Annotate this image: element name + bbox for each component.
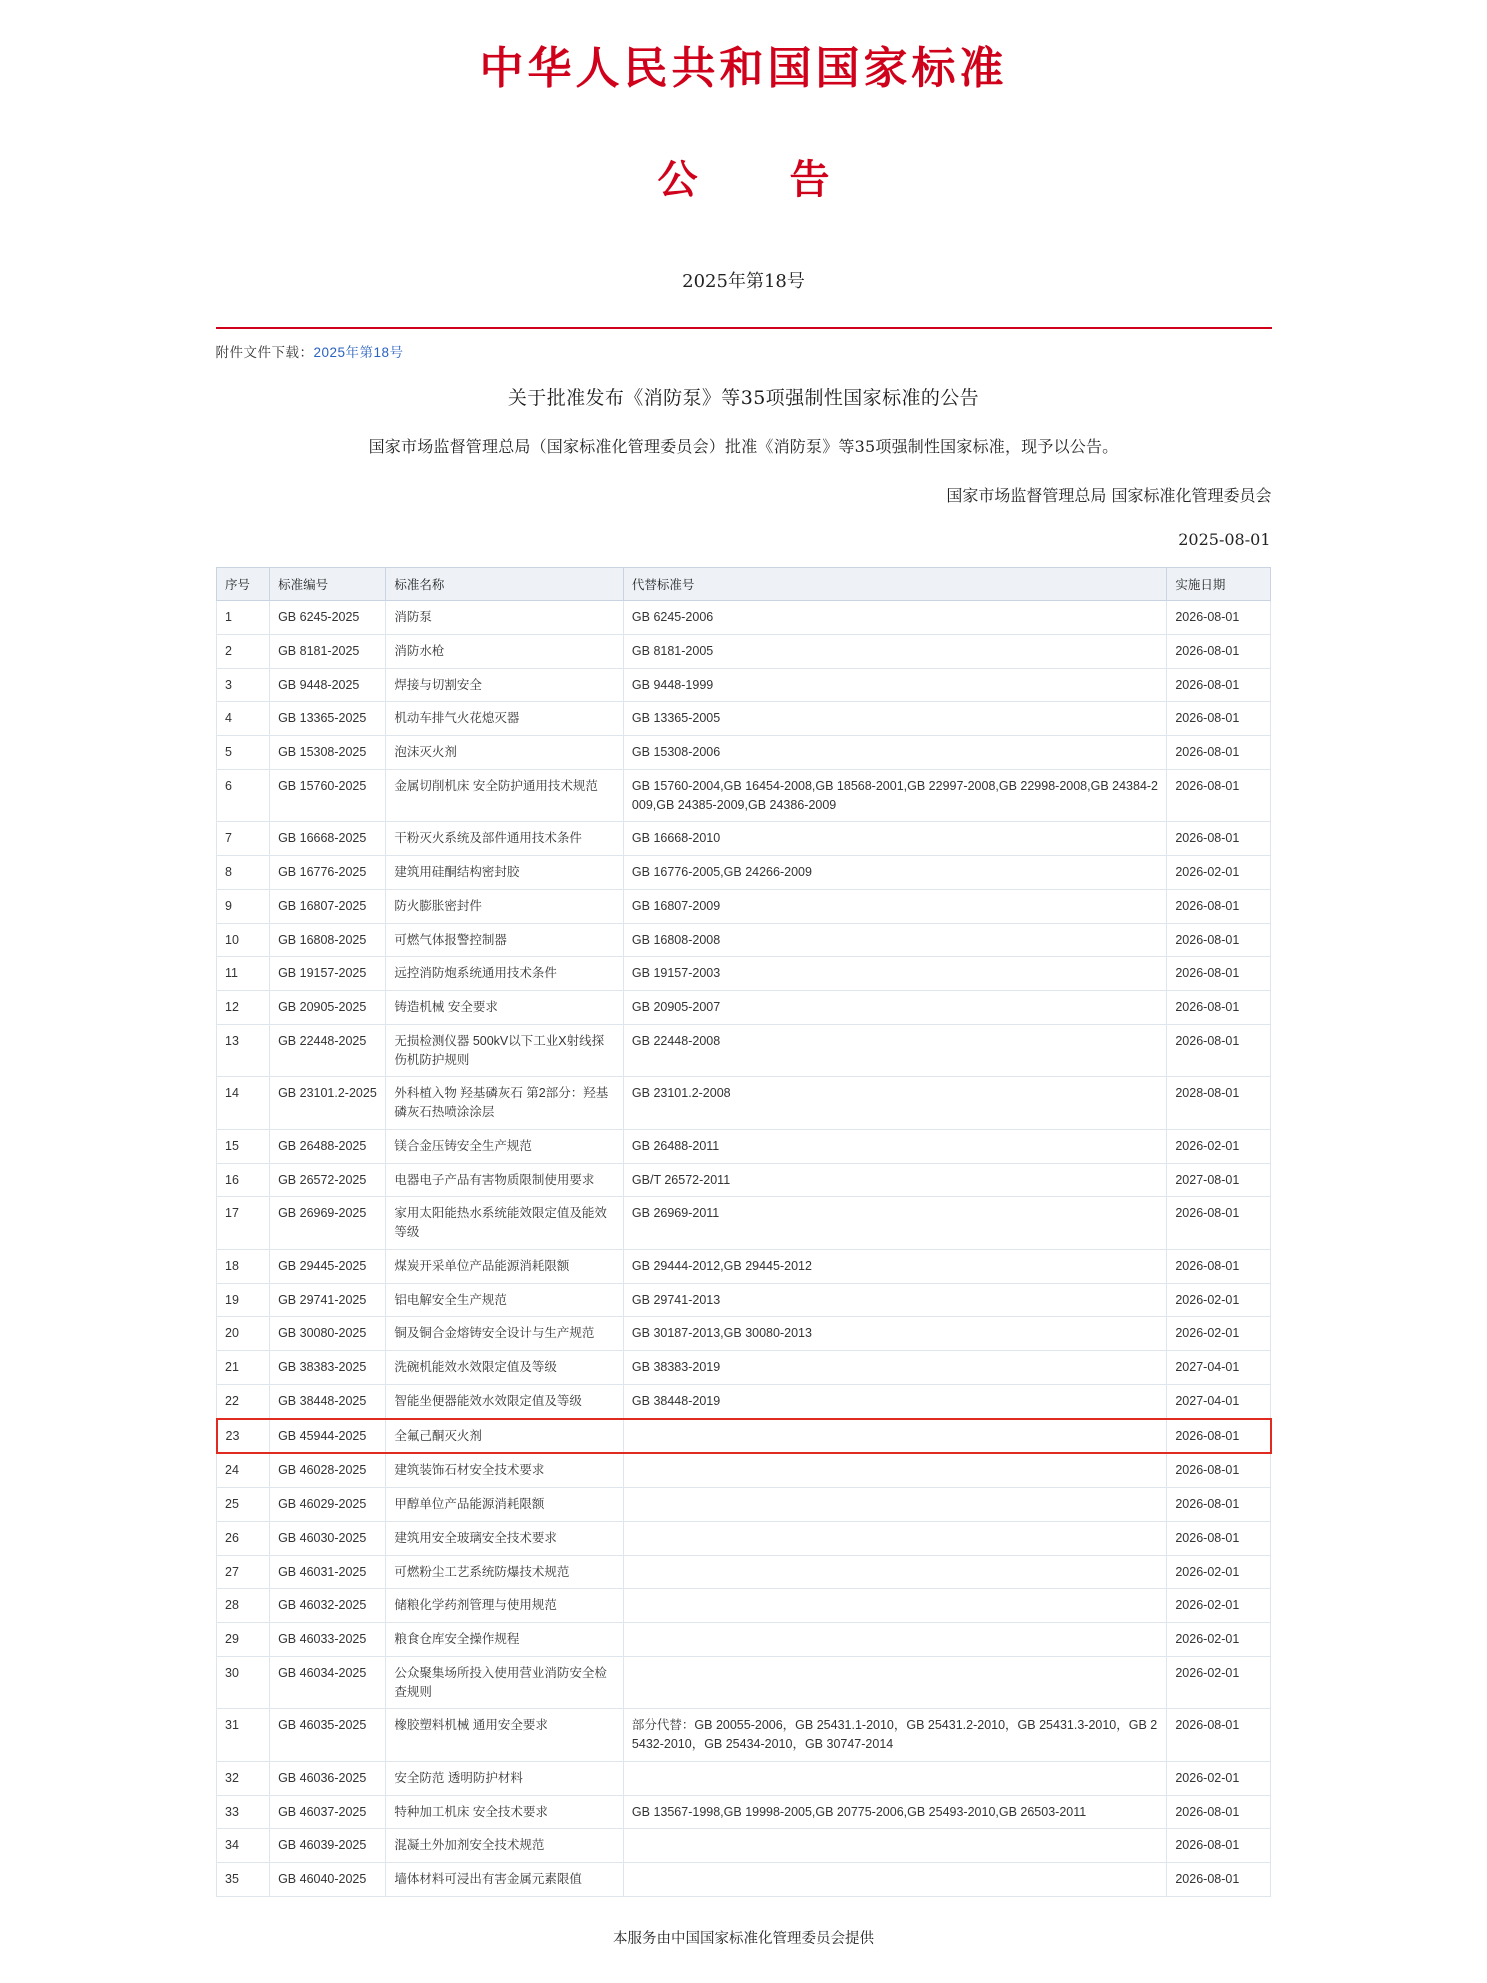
cell-standard-name: 焊接与切割安全	[386, 668, 624, 702]
cell-no: 18	[217, 1249, 270, 1283]
cell-standard-name: 外科植入物 羟基磷灰石 第2部分：羟基磷灰石热喷涂涂层	[386, 1077, 624, 1130]
cell-standard-name: 无损检测仪器 500kV以下工业X射线探伤机防护规则	[386, 1024, 624, 1077]
cell-standard-code: GB 20905-2025	[270, 991, 386, 1025]
cell-replaced-standard	[623, 1419, 1166, 1454]
table-row	[217, 1795, 1271, 1829]
cell-replaced-standard: GB 16808-2008	[623, 923, 1166, 957]
cell-standard-code: GB 46031-2025	[270, 1555, 386, 1589]
cell-replaced-standard	[623, 1829, 1166, 1863]
table-row	[217, 1488, 1271, 1522]
cell-replaced-standard	[623, 1589, 1166, 1623]
cell-effective-date: 2026-02-01	[1167, 1623, 1271, 1657]
cell-no: 13	[217, 1024, 270, 1077]
cell-standard-code: GB 29445-2025	[270, 1249, 386, 1283]
cell-standard-name: 橡胶塑料机械 通用安全要求	[386, 1709, 624, 1762]
cell-standard-name: 洗碗机能效水效限定值及等级	[386, 1351, 624, 1385]
cell-no: 17	[217, 1197, 270, 1250]
table-row	[217, 822, 1271, 856]
cell-standard-name: 粮食仓库安全操作规程	[386, 1623, 624, 1657]
table-row	[217, 856, 1271, 890]
cell-no: 8	[217, 856, 270, 890]
cell-replaced-standard	[623, 1453, 1166, 1487]
cell-standard-code: GB 46037-2025	[270, 1795, 386, 1829]
cell-standard-name: 储粮化学药剂管理与使用规范	[386, 1589, 624, 1623]
footer-note: 本服务由中国国家标准化管理委员会提供	[613, 1930, 874, 1947]
column-header-code: 标准编号	[270, 568, 386, 601]
cell-replaced-standard: GB 16776-2005,GB 24266-2009	[623, 856, 1166, 890]
cell-effective-date: 2026-08-01	[1167, 1829, 1271, 1863]
cell-no: 15	[217, 1129, 270, 1163]
cell-effective-date: 2026-02-01	[1167, 1317, 1271, 1351]
cell-standard-code: GB 46035-2025	[270, 1709, 386, 1762]
cell-standard-name: 混凝土外加剂安全技术规范	[386, 1829, 624, 1863]
cell-effective-date: 2026-08-01	[1167, 668, 1271, 702]
cell-standard-name: 可燃气体报警控制器	[386, 923, 624, 957]
table-row	[217, 1589, 1271, 1623]
table-row	[217, 1129, 1271, 1163]
cell-no: 10	[217, 923, 270, 957]
cell-effective-date: 2026-08-01	[1167, 889, 1271, 923]
announcement-number: 2025年第18号	[682, 271, 805, 292]
cell-replaced-standard	[623, 1555, 1166, 1589]
cell-standard-code: GB 16668-2025	[270, 822, 386, 856]
cell-standard-name: 安全防范 透明防护材料	[386, 1761, 624, 1795]
cell-no: 27	[217, 1555, 270, 1589]
cell-effective-date: 2026-02-01	[1167, 1283, 1271, 1317]
cell-effective-date: 2027-04-01	[1167, 1351, 1271, 1385]
cell-standard-code: GB 26572-2025	[270, 1163, 386, 1197]
cell-replaced-standard: GB 38383-2019	[623, 1351, 1166, 1385]
column-header-replaces: 代替标准号	[623, 568, 1166, 601]
attachment-download-line	[216, 341, 1272, 361]
column-header-name: 标准名称	[386, 568, 624, 601]
table-row	[217, 601, 1271, 635]
cell-standard-code: GB 46039-2025	[270, 1829, 386, 1863]
cell-replaced-standard: GB 6245-2006	[623, 601, 1166, 635]
column-header-no: 序号	[217, 568, 270, 601]
cell-standard-code: GB 46040-2025	[270, 1863, 386, 1897]
cell-standard-code: GB 46036-2025	[270, 1761, 386, 1795]
cell-standard-name: 公众聚集场所投入使用营业消防安全检查规则	[386, 1656, 624, 1709]
cell-standard-code: GB 46030-2025	[270, 1521, 386, 1555]
cell-effective-date: 2026-08-01	[1167, 1419, 1271, 1454]
cell-replaced-standard	[623, 1623, 1166, 1657]
cell-no: 34	[217, 1829, 270, 1863]
table-row	[217, 1024, 1271, 1077]
cell-no: 7	[217, 822, 270, 856]
cell-replaced-standard: GB 16668-2010	[623, 822, 1166, 856]
cell-standard-name: 建筑用硅酮结构密封胶	[386, 856, 624, 890]
cell-effective-date: 2026-02-01	[1167, 1761, 1271, 1795]
cell-no: 16	[217, 1163, 270, 1197]
cell-standard-code: GB 9448-2025	[270, 668, 386, 702]
cell-standard-name: 远控消防炮系统通用技术条件	[386, 957, 624, 991]
cell-replaced-standard	[623, 1656, 1166, 1709]
cell-standard-name: 防火膨胀密封件	[386, 889, 624, 923]
cell-standard-name: 电器电子产品有害物质限制使用要求	[386, 1163, 624, 1197]
cell-no: 26	[217, 1521, 270, 1555]
table-row	[217, 736, 1271, 770]
cell-replaced-standard: GB 19157-2003	[623, 957, 1166, 991]
cell-standard-name: 煤炭开采单位产品能源消耗限额	[386, 1249, 624, 1283]
table-row	[217, 1249, 1271, 1283]
table-row	[217, 702, 1271, 736]
cell-no: 21	[217, 1351, 270, 1385]
cell-effective-date: 2027-08-01	[1167, 1163, 1271, 1197]
cell-standard-code: GB 46028-2025	[270, 1453, 386, 1487]
cell-replaced-standard	[623, 1863, 1166, 1897]
cell-standard-name: 建筑装饰石材安全技术要求	[386, 1453, 624, 1487]
cell-effective-date: 2026-08-01	[1167, 1453, 1271, 1487]
cell-standard-code: GB 26969-2025	[270, 1197, 386, 1250]
cell-standard-code: GB 38448-2025	[270, 1384, 386, 1418]
cell-no: 30	[217, 1656, 270, 1709]
cell-standard-code: GB 38383-2025	[270, 1351, 386, 1385]
cell-effective-date: 2026-02-01	[1167, 1555, 1271, 1589]
cell-replaced-standard: GB 9448-1999	[623, 668, 1166, 702]
cell-standard-name: 消防水枪	[386, 634, 624, 668]
page-title: 中华人民共和国国家标准	[479, 43, 1008, 94]
table-row	[217, 1761, 1271, 1795]
cell-standard-name: 特种加工机床 安全技术要求	[386, 1795, 624, 1829]
cell-effective-date: 2026-08-01	[1167, 923, 1271, 957]
cell-standard-code: GB 19157-2025	[270, 957, 386, 991]
cell-standard-name: 铸造机械 安全要求	[386, 991, 624, 1025]
table-row	[217, 769, 1271, 822]
cell-effective-date: 2026-08-01	[1167, 769, 1271, 822]
cell-replaced-standard: GB 38448-2019	[623, 1384, 1166, 1418]
cell-replaced-standard: GB 29444-2012,GB 29445-2012	[623, 1249, 1166, 1283]
cell-no: 14	[217, 1077, 270, 1130]
cell-standard-name: 机动车排气火花熄灭器	[386, 702, 624, 736]
cell-effective-date: 2026-08-01	[1167, 957, 1271, 991]
cell-no: 24	[217, 1453, 270, 1487]
table-row	[217, 1384, 1271, 1418]
table-row	[217, 1283, 1271, 1317]
cell-standard-code: GB 46029-2025	[270, 1488, 386, 1522]
cell-replaced-standard: GB 23101.2-2008	[623, 1077, 1166, 1130]
cell-standard-code: GB 29741-2025	[270, 1283, 386, 1317]
cell-replaced-standard: GB/T 26572-2011	[623, 1163, 1166, 1197]
cell-no: 33	[217, 1795, 270, 1829]
cell-effective-date: 2026-08-01	[1167, 1521, 1271, 1555]
table-row	[217, 1077, 1271, 1130]
cell-standard-code: GB 16808-2025	[270, 923, 386, 957]
cell-standard-code: GB 26488-2025	[270, 1129, 386, 1163]
cell-no: 35	[217, 1863, 270, 1897]
cell-standard-name: 家用太阳能热水系统能效限定值及能效等级	[386, 1197, 624, 1250]
cell-effective-date: 2028-08-01	[1167, 1077, 1271, 1130]
cell-replaced-standard: 部分代替：GB 20055-2006，GB 25431.1-2010，GB 25431.2-2010，GB 25431.3-2010，GB 25432-2010，GB 25434-2010，GB 30747-2014	[623, 1709, 1166, 1762]
cell-replaced-standard: GB 22448-2008	[623, 1024, 1166, 1077]
divider-rule	[216, 327, 1272, 329]
cell-standard-name: 消防泵	[386, 601, 624, 635]
cell-replaced-standard: GB 26969-2011	[623, 1197, 1166, 1250]
table-row	[217, 1656, 1271, 1709]
announcement-date: 2025-08-01	[1178, 530, 1271, 549]
cell-effective-date: 2026-08-01	[1167, 1709, 1271, 1762]
table-header-row	[217, 568, 1271, 601]
cell-standard-code: GB 6245-2025	[270, 601, 386, 635]
cell-no: 3	[217, 668, 270, 702]
cell-effective-date: 2026-08-01	[1167, 736, 1271, 770]
table-row	[217, 1863, 1271, 1897]
cell-standard-code: GB 46034-2025	[270, 1656, 386, 1709]
cell-replaced-standard: GB 20905-2007	[623, 991, 1166, 1025]
announcement-title: 关于批准发布《消防泵》等35项强制性国家标准的公告	[507, 387, 980, 409]
cell-no: 32	[217, 1761, 270, 1795]
cell-effective-date: 2026-08-01	[1167, 822, 1271, 856]
cell-replaced-standard: GB 16807-2009	[623, 889, 1166, 923]
cell-standard-code: GB 23101.2-2025	[270, 1077, 386, 1130]
cell-no: 20	[217, 1317, 270, 1351]
table-row	[217, 957, 1271, 991]
table-row	[217, 1351, 1271, 1385]
cell-standard-code: GB 46032-2025	[270, 1589, 386, 1623]
cell-replaced-standard: GB 13567-1998,GB 19998-2005,GB 20775-2006,GB 25493-2010,GB 26503-2011	[623, 1795, 1166, 1829]
cell-standard-code: GB 16776-2025	[270, 856, 386, 890]
attachment-label: 附件文件下载：	[215, 345, 314, 360]
table-row	[217, 1623, 1271, 1657]
cell-effective-date: 2026-02-01	[1167, 1129, 1271, 1163]
table-row	[217, 1197, 1271, 1250]
cell-effective-date: 2026-02-01	[1167, 1656, 1271, 1709]
cell-effective-date: 2026-08-01	[1167, 1249, 1271, 1283]
cell-standard-name: 智能坐便器能效水效限定值及等级	[386, 1384, 624, 1418]
cell-effective-date: 2026-08-01	[1167, 1488, 1271, 1522]
table-row	[217, 1521, 1271, 1555]
cell-standard-name: 墙体材料可浸出有害金属元素限值	[386, 1863, 624, 1897]
cell-no: 6	[217, 769, 270, 822]
standards-table	[216, 567, 1272, 1897]
table-row	[217, 1317, 1271, 1351]
cell-effective-date: 2026-08-01	[1167, 1863, 1271, 1897]
page-subtitle: 公 告	[657, 156, 856, 203]
cell-replaced-standard: GB 15308-2006	[623, 736, 1166, 770]
announcement-body: 国家市场监督管理总局（国家标准化管理委员会）批准《消防泵》等35项强制性国家标准，现予以公告。	[368, 437, 1119, 456]
table-row	[217, 1709, 1271, 1762]
table-row	[217, 1555, 1271, 1589]
cell-standard-name: 甲醇单位产品能源消耗限额	[386, 1488, 624, 1522]
cell-no: 9	[217, 889, 270, 923]
cell-effective-date: 2026-02-01	[1167, 1589, 1271, 1623]
cell-replaced-standard: GB 8181-2005	[623, 634, 1166, 668]
cell-no: 2	[217, 634, 270, 668]
cell-no: 12	[217, 991, 270, 1025]
cell-effective-date: 2026-08-01	[1167, 1024, 1271, 1077]
cell-replaced-standard	[623, 1488, 1166, 1522]
table-row	[217, 991, 1271, 1025]
cell-effective-date: 2027-04-01	[1167, 1384, 1271, 1418]
announcement-issuer: 国家市场监督管理总局 国家标准化管理委员会	[946, 486, 1272, 505]
cell-standard-name: 建筑用安全玻璃安全技术要求	[386, 1521, 624, 1555]
cell-no: 28	[217, 1589, 270, 1623]
cell-no: 23	[217, 1419, 270, 1454]
cell-effective-date: 2026-08-01	[1167, 1795, 1271, 1829]
cell-no: 31	[217, 1709, 270, 1762]
cell-standard-code: GB 13365-2025	[270, 702, 386, 736]
cell-effective-date: 2026-02-01	[1167, 856, 1271, 890]
table-row	[217, 889, 1271, 923]
cell-no: 22	[217, 1384, 270, 1418]
cell-effective-date: 2026-08-01	[1167, 991, 1271, 1025]
cell-standard-name: 铝电解安全生产规范	[386, 1283, 624, 1317]
cell-no: 11	[217, 957, 270, 991]
cell-no: 29	[217, 1623, 270, 1657]
cell-standard-name: 可燃粉尘工艺系统防爆技术规范	[386, 1555, 624, 1589]
cell-standard-code: GB 15308-2025	[270, 736, 386, 770]
cell-standard-code: GB 46033-2025	[270, 1623, 386, 1657]
attachment-link[interactable]: 2025年第18号	[313, 345, 404, 360]
cell-standard-code: GB 15760-2025	[270, 769, 386, 822]
cell-standard-name: 泡沫灭火剂	[386, 736, 624, 770]
table-row	[217, 923, 1271, 957]
cell-effective-date: 2026-08-01	[1167, 1197, 1271, 1250]
cell-standard-name: 全氟己酮灭火剂	[386, 1419, 624, 1454]
cell-no: 19	[217, 1283, 270, 1317]
table-row	[217, 634, 1271, 668]
cell-no: 1	[217, 601, 270, 635]
cell-effective-date: 2026-08-01	[1167, 601, 1271, 635]
cell-standard-name: 镁合金压铸安全生产规范	[386, 1129, 624, 1163]
cell-effective-date: 2026-08-01	[1167, 634, 1271, 668]
cell-standard-name: 铜及铜合金熔铸安全设计与生产规范	[386, 1317, 624, 1351]
cell-standard-name: 干粉灭火系统及部件通用技术条件	[386, 822, 624, 856]
cell-no: 4	[217, 702, 270, 736]
cell-no: 5	[217, 736, 270, 770]
cell-effective-date: 2026-08-01	[1167, 702, 1271, 736]
table-row	[217, 1163, 1271, 1197]
table-row	[217, 668, 1271, 702]
cell-replaced-standard: GB 15760-2004,GB 16454-2008,GB 18568-2001,GB 22997-2008,GB 22998-2008,GB 24384-2009,GB 24385-2009,GB 24386-2009	[623, 769, 1166, 822]
cell-replaced-standard: GB 30187-2013,GB 30080-2013	[623, 1317, 1166, 1351]
cell-replaced-standard: GB 29741-2013	[623, 1283, 1166, 1317]
column-header-date: 实施日期	[1167, 568, 1271, 601]
cell-no: 25	[217, 1488, 270, 1522]
cell-standard-code: GB 45944-2025	[270, 1419, 386, 1454]
cell-replaced-standard	[623, 1761, 1166, 1795]
cell-standard-code: GB 30080-2025	[270, 1317, 386, 1351]
cell-replaced-standard: GB 26488-2011	[623, 1129, 1166, 1163]
table-body	[217, 601, 1271, 1897]
table-row	[217, 1453, 1271, 1487]
cell-standard-name: 金属切削机床 安全防护通用技术规范	[386, 769, 624, 822]
cell-standard-code: GB 8181-2025	[270, 634, 386, 668]
cell-replaced-standard	[623, 1521, 1166, 1555]
cell-standard-code: GB 16807-2025	[270, 889, 386, 923]
cell-replaced-standard: GB 13365-2005	[623, 702, 1166, 736]
table-row	[217, 1419, 1271, 1454]
cell-standard-code: GB 22448-2025	[270, 1024, 386, 1077]
table-row	[217, 1829, 1271, 1863]
